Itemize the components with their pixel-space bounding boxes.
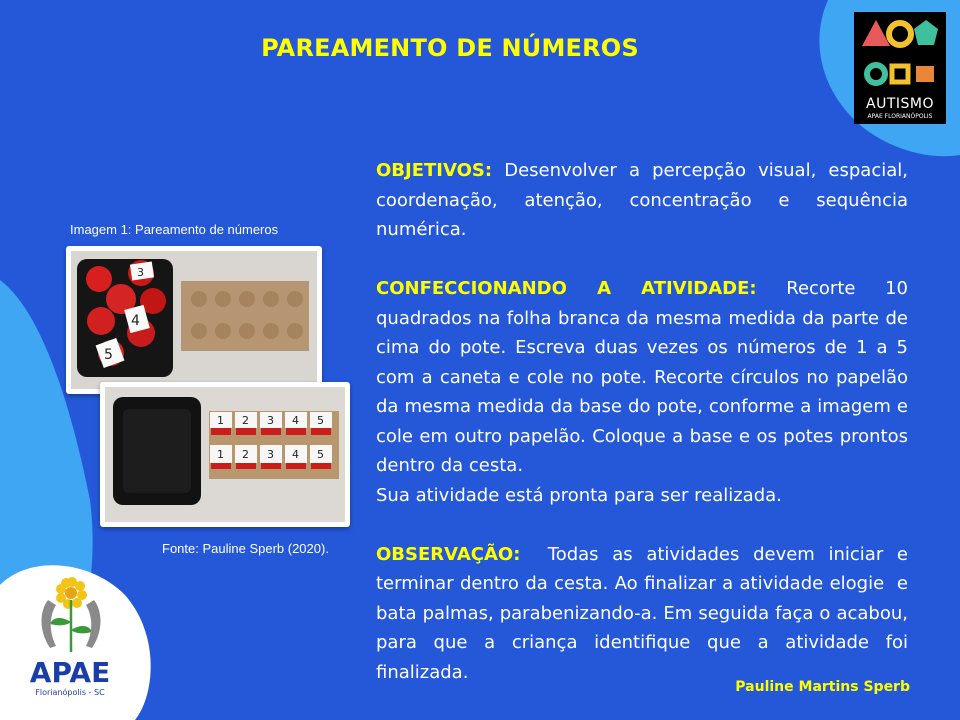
apae-logo — [0, 560, 140, 720]
objetivos-label: OBJETIVOS: — [376, 160, 493, 181]
photo-1-digit: 4 — [131, 313, 140, 329]
autismo-shapes-icon — [854, 12, 946, 96]
objetivos-text: Desenvolver a percepção visual, espacial, coordenação, atenção, concentração e sequência numérica. — [376, 160, 908, 240]
photo-2-image — [105, 387, 345, 522]
autismo-logo-word: AUTISMO — [866, 96, 934, 112]
photo-2-digit: 5 — [317, 448, 324, 461]
author-name: Pauline Martins Sperb — [735, 679, 910, 695]
photo-2-digit: 3 — [267, 448, 274, 461]
confeccionando-paragraph — [376, 274, 908, 481]
photo-2-digit: 1 — [217, 414, 224, 427]
photo-2 — [100, 382, 350, 527]
source-caption: Fonte: Pauline Sperb (2020). — [162, 541, 329, 556]
photo-2-digit: 4 — [292, 448, 299, 461]
observacao-paragraph — [376, 540, 914, 688]
photo-2-digit: 4 — [292, 414, 299, 427]
photo-1-image — [71, 251, 317, 389]
photo-2-digit: 5 — [317, 414, 324, 427]
objetivos-paragraph — [376, 156, 908, 245]
photo-1 — [66, 246, 322, 394]
apae-logo-sub: Florianópolis - SC — [35, 688, 105, 697]
photo-2-digit: 1 — [217, 448, 224, 461]
apae-flower-hands-icon — [0, 560, 140, 660]
observacao-text: Todas as atividades devem iniciar e terminar dentro da cesta. Ao finalizar a atividade elogie e bata palmas, parabenizando-a. Em seguida faça o acabou, para que a criança identifique que a atividade foi finalizada. — [376, 543, 914, 683]
confeccionando-extra: Sua atividade está pronta para ser realizada. — [376, 484, 782, 506]
autismo-logo-sub: APAE FLORIANÓPOLIS — [867, 113, 933, 120]
photo-1-digit: 5 — [104, 347, 113, 363]
photo-2-digit: 2 — [242, 414, 249, 427]
observacao-label: OBSERVAÇÃO: — [376, 543, 521, 565]
autismo-logo — [854, 12, 946, 124]
confeccionando-label: CONFECCIONANDO A ATIVIDADE: — [376, 278, 757, 299]
page-title: PAREAMENTO DE NÚMEROS — [261, 34, 639, 62]
photo-2-digit: 3 — [267, 414, 274, 427]
image-caption: Imagem 1: Pareamento de números — [70, 222, 279, 237]
photo-1-digit: 3 — [137, 266, 144, 279]
apae-logo-word: APAE — [29, 656, 111, 689]
confeccionando-text: Recorte 10 quadrados na folha branca da mesma medida da parte de cima do pote. Escreva duas vezes os números de 1 a 5 com a caneta e cole no pote. Recorte círculos no papelão da mesma medida da base do pote, conforme a imagem e cole em outro papelão. Coloque a base e os potes prontos dentro da cesta. — [376, 278, 908, 476]
photo-2-digit: 2 — [242, 448, 249, 461]
